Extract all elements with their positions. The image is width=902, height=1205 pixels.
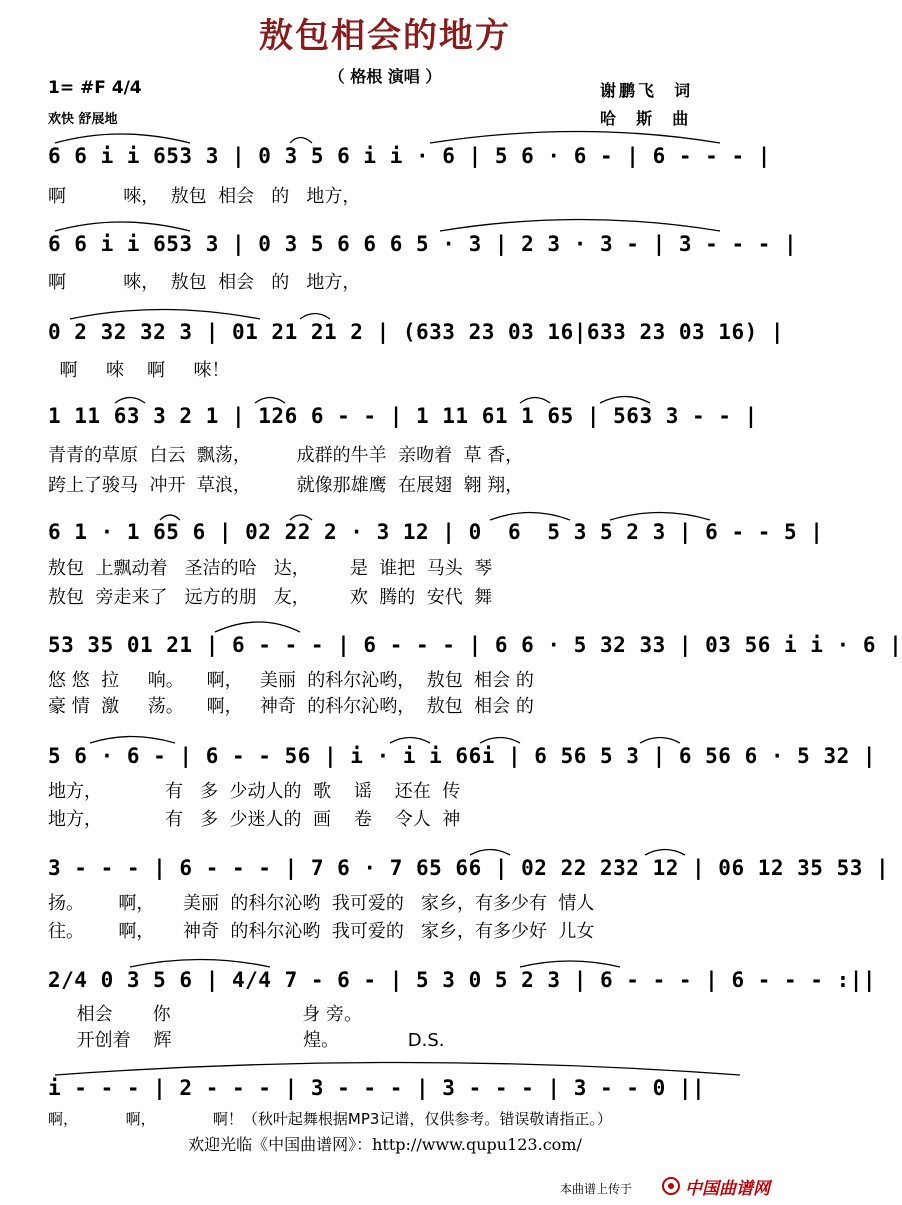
lyric-line: 青青的草原 白云 飘荡， 成群的牛羊 亲吻着 草 香， (48, 445, 524, 466)
lyric-line: 地方， 有 多 少动人的 歌 谣 还在 传 (48, 781, 461, 802)
lyric-line: 相会 你 身 旁。 (48, 1004, 362, 1025)
notation-line: i - - - | 2 - - - | 3 - - - | 3 - - - | 3 - - 0 || (48, 1076, 706, 1100)
notation-line: 1 11 63 3 2 1 | 126 6 - - | 1 11 61 1 65 | 563 3 - - | (48, 404, 758, 428)
site-footer: 欢迎光临《中国曲谱网》：http://www.qupu123.com/ (188, 1135, 582, 1154)
lyric-line: 悠 悠 拉 响。 啊， 美丽 的科尔沁哟， 敖包 相会 的 (48, 670, 534, 691)
tempo-marking: 欢快 舒展地 (48, 112, 118, 127)
lyric-line: 豪 情 激 荡。 啊， 神奇 的科尔沁哟， 敖包 相会 的 (48, 696, 534, 717)
lyric-line: 啊 唻， 敖包 相会 的 地方， (48, 186, 361, 207)
notation-line: 6 6 i i 653 3 | 0 3 5 6 6 6 5 · 3 | 2 3 · 3 - | 3 - - - | (48, 232, 798, 256)
logo-icon (662, 1177, 682, 1195)
upload-note: 本曲谱上传于 (560, 1182, 633, 1196)
lyric-line: 敖包 上飘动着 圣洁的哈 达， 是 谁把 马头 琴 (48, 558, 493, 579)
lyric-line: 扬。 啊， 美丽 的科尔沁哟 我可爱的 家乡，有多少有 情人 (48, 893, 595, 914)
lyric-line: 开创着 辉 煌。 D.S. (48, 1030, 445, 1051)
lyric-line: 啊 唻 啊 唻！ (48, 360, 230, 381)
lyric-line: 敖包 旁走来了 远方的朋 友， 欢 腾的 安代 舞 (48, 587, 493, 608)
notation-line: 6 1 · 1 65 6 | 02 22 2 · 3 12 | 0 6 5 3 5 2 3 | 6 - - 5 | (48, 520, 824, 544)
key-signature: 1= #F 4/4 (48, 78, 142, 98)
lyric-line: 啊， 啊， 啊！（秋叶起舞根据MP3记谱，仅供参考。错误敬请指正。） (48, 1110, 612, 1128)
notation-line: 5 6 · 6 - | 6 - - 56 | i · i i 66i | 6 56 5 3 | 6 56 6 · 5 32 | (48, 744, 877, 768)
notation-line: 2/4 0 3 5 6 | 4/4 7 - 6 - | 5 3 0 5 2 3 | 6 - - - | 6 - - - :|| (48, 968, 877, 992)
notation-line: 6 6 i i 653 3 | 0 3 5 6 i i · 6 | 5 6 · 6 - | 6 - - - | (48, 144, 771, 168)
notation-line: 0 2 32 32 3 | 01 21 21 2 | (633 23 03 16|633 23 03 16) | (48, 320, 785, 344)
site-logo: 中国曲谱网 (685, 1179, 770, 1199)
notation-line: 3 - - - | 6 - - - | 7 6 · 7 65 66 | 02 22 232 12 | 06 12 35 53 | (48, 856, 890, 880)
song-title: 敖包相会的地方 (259, 16, 511, 56)
performer-subtitle: （ 格根 演唱 ） (328, 67, 442, 86)
composer-credit: 哈 斯 曲 (600, 109, 692, 128)
lyricist-credit: 谢鹏飞 词 (600, 81, 694, 100)
lyric-line: 地方， 有 多 少迷人的 画 卷 令人 神 (48, 809, 461, 830)
notation-line: 53 35 01 21 | 6 - - - | 6 - - - | 6 6 · 5 32 33 | 03 56 i i · 6 | (48, 633, 902, 657)
lyric-line: 啊 唻， 敖包 相会 的 地方， (48, 272, 361, 293)
lyric-line: 跨上了骏马 冲开 草浪， 就像那雄鹰 在展翅 翱 翔， (48, 475, 524, 496)
lyric-line: 往。 啊， 神奇 的科尔沁哟 我可爱的 家乡，有多少好 儿女 (48, 921, 595, 942)
